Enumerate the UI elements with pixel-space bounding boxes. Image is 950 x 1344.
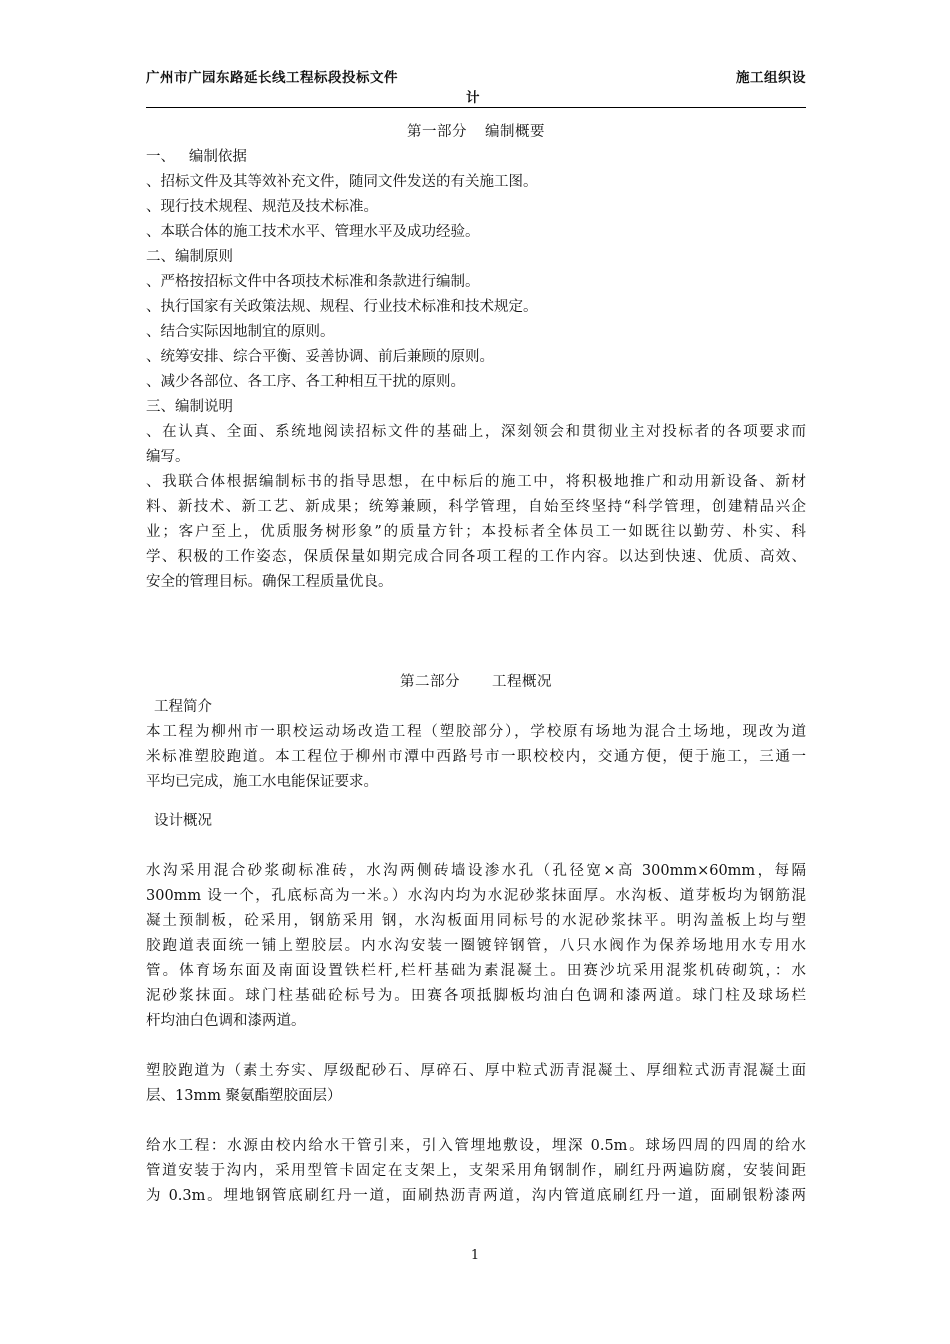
list-item: 、本联合体的施工技术水平、管理水平及成功经验。 [146, 224, 480, 240]
paragraph-line: 300mm 设一个，孔底标高为一米。）水沟内均为水泥砂浆抹面厚。水沟板、道芽板均为钢筋混 [146, 888, 806, 904]
list-item: 、现行技术规程、规范及技术标准。 [146, 199, 378, 215]
part2-title [146, 670, 806, 695]
paragraph-line: 凝土预制板，砼采用，钢筋采用 钢，水沟板面用同标号的水泥砂浆抹平。明沟盖板上均与塑 [146, 913, 806, 929]
part1-title-text: 编制概要 [485, 124, 545, 140]
page-number: 1 [470, 1248, 480, 1263]
paragraph-line: 业；客户至上，优质服务树形象”的质量方针；本投标者全体员工一如既往以勤劳、朴实、科 [146, 524, 806, 540]
paragraph-line: 层、13mm 聚氨酯塑胶面层） [146, 1088, 342, 1104]
list-item: 、统筹安排、综合平衡、妥善协调、前后兼顾的原则。 [146, 349, 494, 365]
subsection-heading: 设计概况 [154, 813, 212, 829]
paragraph-line: 本工程为柳州市一职校运动场改造工程（塑胶部分），学校原有场地为混合土场地，现改为道 [146, 724, 806, 740]
part1-title-number: 第一部分 [407, 124, 467, 140]
paragraph [146, 470, 806, 595]
part2-title-number: 第二部分 [400, 674, 460, 690]
paragraph-line: 胶跑道表面统一铺上塑胶层。内水沟安装一圈镀锌钢管，八只水阀作为保养场地用水专用水 [146, 938, 806, 954]
paragraph-line: 、我联合体根据编制标书的指导思想，在中标后的施工中，将积极地推广和动用新设备、新材 [146, 474, 806, 490]
paragraph [146, 720, 806, 795]
paragraph-line: 米标准塑胶跑道。本工程位于柳州市潭中西路号市一职校校内，交通方便，便于施工，三通一 [146, 749, 806, 765]
paragraph-line: 管。体育场东面及南面设置铁栏杆,栏杆基础为素混凝土。田赛沙坑采用混浆机砖砌筑，：水 [146, 963, 806, 979]
paragraph-line: 塑胶跑道为（素土夯实、厚级配砂石、厚碎石、厚中粒式沥青混凝土、厚细粒式沥青混凝土面 [146, 1063, 806, 1079]
paragraph-line: 为 0.3m。埋地钢管底刷红丹一道，面刷热沥青两道，沟内管道底刷红丹一道，面刷银粉漆两 [146, 1188, 806, 1204]
paragraph [146, 859, 806, 1034]
subsection-heading: 工程简介 [154, 699, 212, 715]
header-title-wrap: 计 [466, 90, 480, 106]
paragraph-line: 平均已完成，施工水电能保证要求。 [146, 774, 378, 790]
header-rule [146, 107, 806, 108]
paragraph-line: 水沟采用混合砂浆砌标准砖，水沟两侧砖墙设渗水孔（孔径宽×高 300mm×60mm，每隔 [146, 863, 806, 879]
section-heading: 一、 编制依据 [146, 149, 247, 165]
paragraph [146, 420, 806, 470]
header-section: 施工组织设 [736, 70, 806, 86]
list-item: 、减少各部位、各工序、各工种相互干扰的原则。 [146, 374, 465, 390]
document-body [146, 120, 806, 1209]
paragraph [146, 1059, 806, 1109]
paragraph-line: 学、积极的工作姿态，保质保量如期完成合同各项工程的工作内容。以达到快速、优质、高效、 [146, 549, 806, 565]
paragraph-line: 编写。 [146, 449, 190, 465]
list-item: 、结合实际因地制宜的原则。 [146, 324, 335, 340]
paragraph-line: 泥砂浆抹面。球门柱基础砼标号为。田赛各项抵脚板均油白色调和漆两道。球门柱及球场栏 [146, 988, 806, 1004]
paragraph [146, 1134, 806, 1209]
list-item: 、招标文件及其等效补充文件，随同文件发送的有关施工图。 [146, 174, 538, 190]
paragraph-line: 料、新技术、新工艺、新成果；统筹兼顾，科学管理，自始至终坚持“科学管理，创建精品兴企 [146, 499, 806, 515]
part2-title-text: 工程概况 [492, 674, 552, 690]
section-heading: 三、编制说明 [146, 399, 233, 415]
paragraph-line: 管道安装于沟内，采用型管卡固定在支架上，支架采用角钢制作，刷红丹两遍防腐，安装间距 [146, 1163, 806, 1179]
paragraph-line: 杆均油白色调和漆两道。 [146, 1013, 306, 1029]
list-item: 、执行国家有关政策法规、规程、行业技术标准和技术规定。 [146, 299, 538, 315]
part1-title [146, 120, 806, 145]
paragraph-line: 、在认真、全面、系统地阅读招标文件的基础上，深刻领会和贯彻业主对投标者的各项要求而 [146, 424, 806, 440]
list-item: 、严格按招标文件中各项技术标准和条款进行编制。 [146, 274, 480, 290]
section-heading: 二、编制原则 [146, 249, 233, 265]
paragraph-line: 安全的管理目标。确保工程质量优良。 [146, 574, 393, 590]
header-title: 广州市广园东路延长线工程标段投标文件 [146, 70, 398, 86]
paragraph-line: 给水工程：水源由校内给水干管引来，引入管埋地敷设，埋深 0.5m。球场四周的四周的给水 [146, 1138, 806, 1154]
